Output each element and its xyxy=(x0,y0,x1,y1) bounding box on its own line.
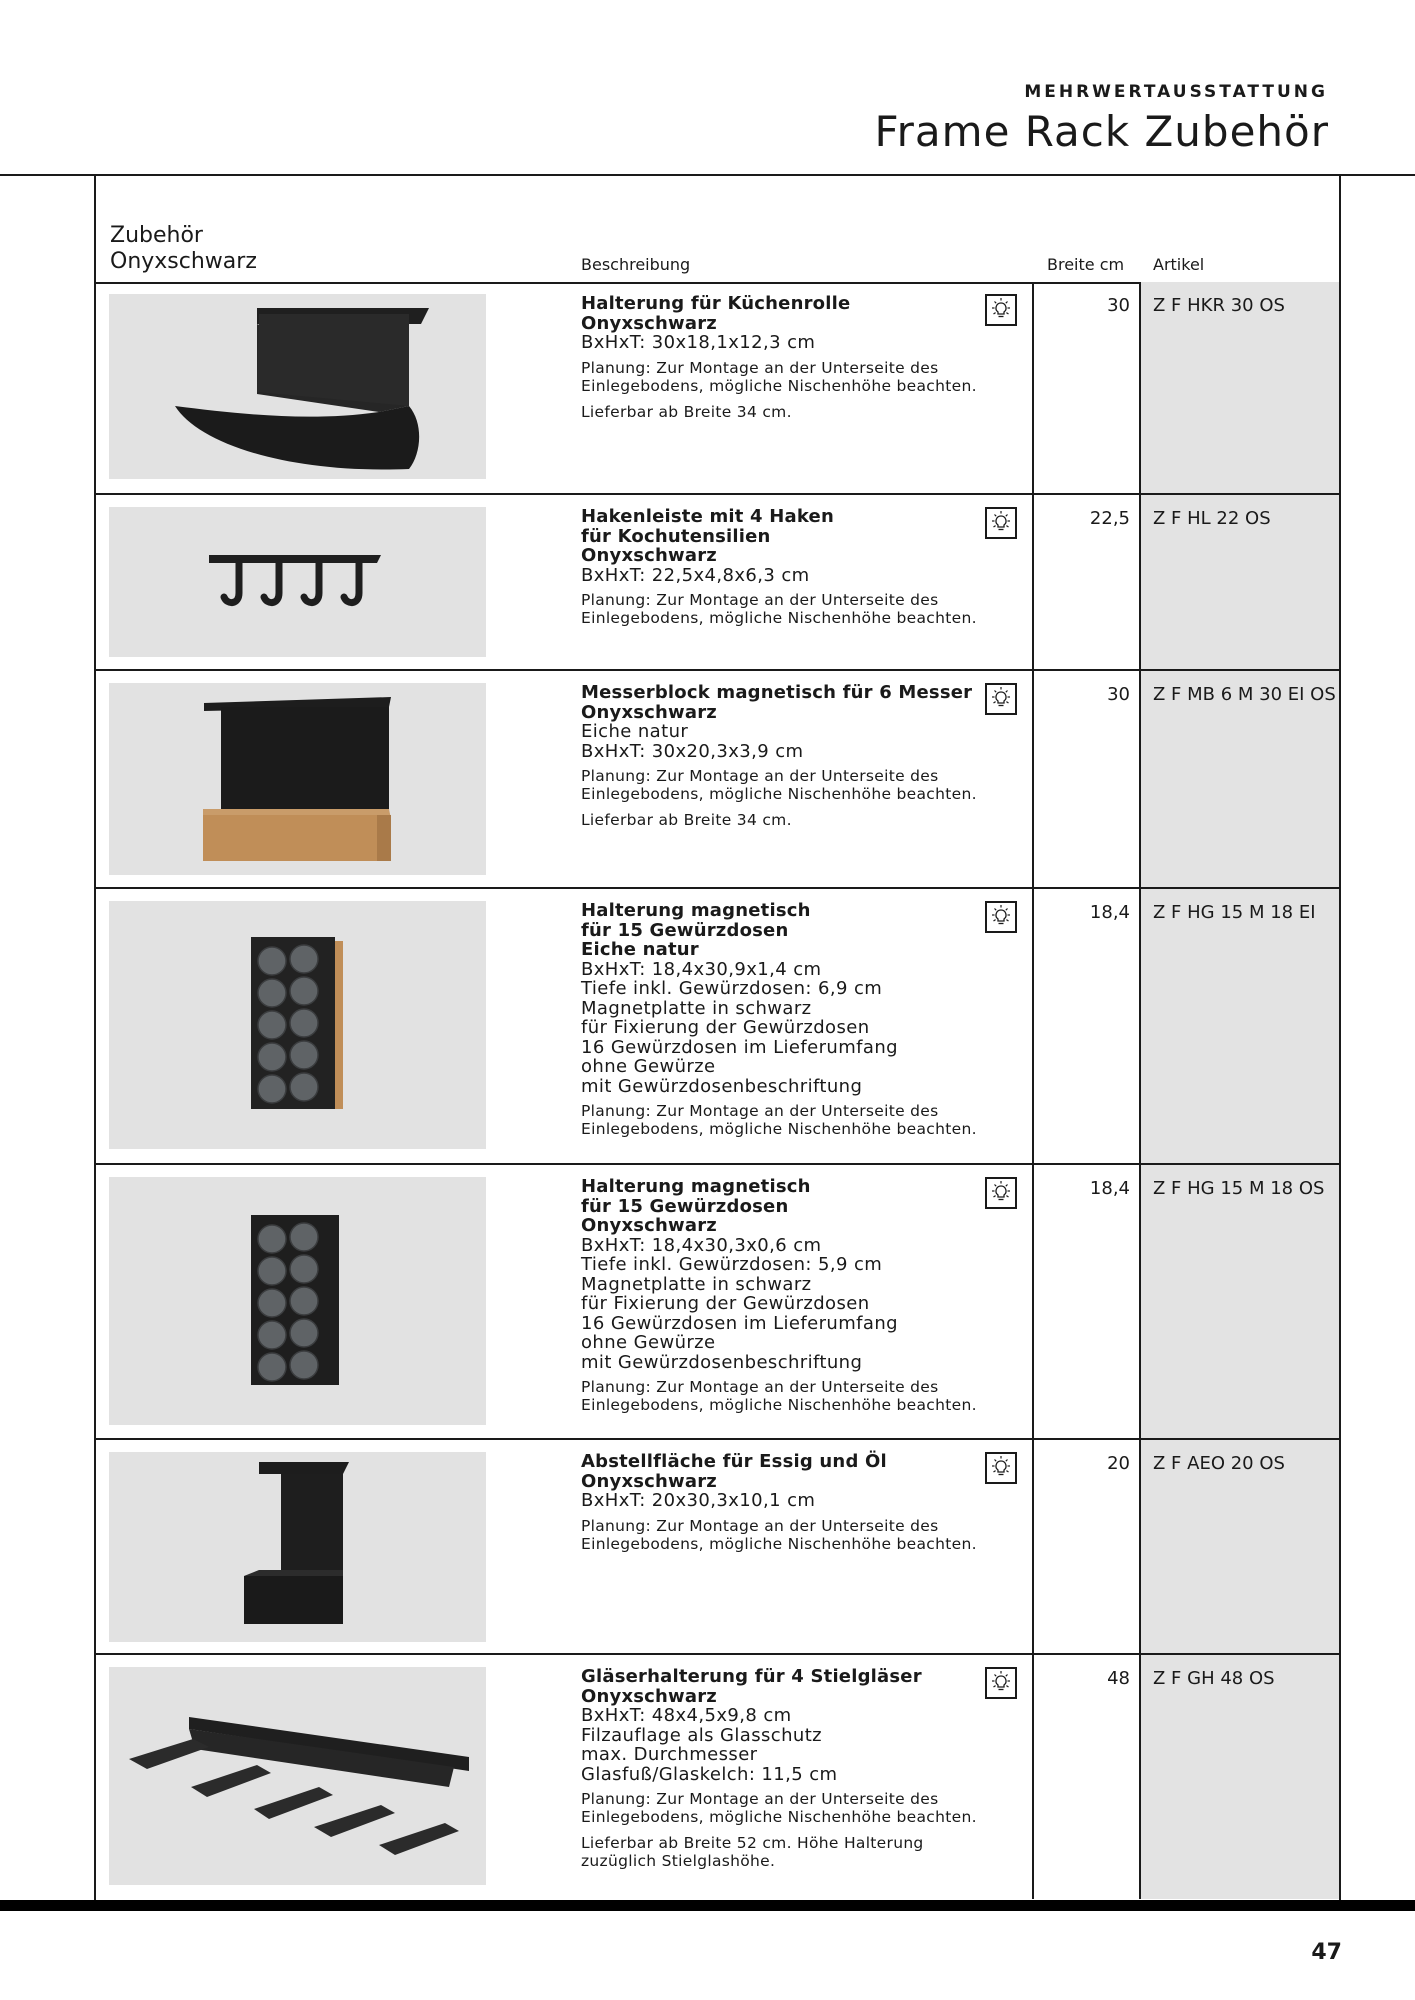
table-row xyxy=(96,889,1339,1165)
product-description: Gläserhalterung für 4 Stielgläser Onyxschwarz BxHxT: 48x4,5x9,8 cm Filzauflage als Glasschutz max. Durchmesser Glasfuß/Glaskelch: 11,5 cm Planung: Zur Montage an der Unterseite des Einlegebodens, mögliche Nischenhöhe beachten. Lieferbar ab Breite 52 cm. Höhe Halterung zuzüglich Stielglashöhe. xyxy=(581,1666,977,1870)
product-image-kitchen-roll-holder xyxy=(109,294,486,479)
lightbulb-icon xyxy=(985,683,1017,715)
column-header-article: Artikel xyxy=(1153,255,1205,274)
width-cell: 18,4 xyxy=(1032,889,1137,1163)
width-cell: 22,5 xyxy=(1032,495,1137,669)
table-row xyxy=(96,1440,1339,1655)
category-label: Zubehör xyxy=(110,223,203,248)
width-cell: 20 xyxy=(1032,1440,1137,1653)
lightbulb-icon xyxy=(985,294,1017,326)
footer-bar xyxy=(0,1900,1415,1911)
table-row xyxy=(96,1655,1339,1899)
table-row xyxy=(96,1165,1339,1440)
article-cell: Z F HKR 30 OS xyxy=(1139,282,1339,493)
article-cell: Z F HG 15 M 18 OS xyxy=(1139,1165,1339,1438)
category-color: Onyxschwarz xyxy=(110,249,257,274)
article-cell: Z F HG 15 M 18 EI xyxy=(1139,889,1339,1163)
product-image-hook-rail xyxy=(109,507,486,657)
product-description: Halterung magnetisch für 15 Gewürzdosen Onyxschwarz BxHxT: 18,4x30,3x0,6 cm Tiefe inkl. Gewürzdosen: 5,9 cm Magnetplatte in schwarz für Fixierung der Gewürzdosen 16 Gewürzdosen im Lieferumfang ohne Gewürze mit Gewürzdosenbeschriftung Planung: Zur Montage an der Unterseite des Einlegebodens, mögliche Nischenhöhe beachten. xyxy=(581,1176,977,1414)
product-description: Halterung magnetisch für 15 Gewürzdosen Eiche natur BxHxT: 18,4x30,9x1,4 cm Tiefe inkl. Gewürzdosen: 6,9 cm Magnetplatte in schwarz für Fixierung der Gewürzdosen 16 Gewürzdosen im Lieferumfang ohne Gewürze mit Gewürzdosenbeschriftung Planung: Zur Montage an der Unterseite des Einlegebodens, mögliche Nischenhöhe beachten. xyxy=(581,900,977,1138)
width-cell: 30 xyxy=(1032,282,1137,493)
lightbulb-icon xyxy=(985,1177,1017,1209)
product-image-knife-block xyxy=(109,683,486,875)
table-header xyxy=(96,175,1339,284)
page-number: 47 xyxy=(1311,1940,1342,1965)
product-description: Halterung für Küchenrolle Onyxschwarz BxHxT: 30x18,1x12,3 cm Planung: Zur Montage an der Unterseite des Einlegebodens, mögliche Nischenhöhe beachten. Lieferbar ab Breite 34 cm. xyxy=(581,293,977,421)
lightbulb-icon xyxy=(985,507,1017,539)
column-header-width: Breite cm xyxy=(1047,255,1125,274)
width-cell: 48 xyxy=(1032,1655,1137,1899)
section-kicker: MEHRWERTAUSSTATTUNG xyxy=(1024,82,1328,102)
lightbulb-icon xyxy=(985,1452,1017,1484)
column-header-description: Beschreibung xyxy=(581,255,691,274)
width-cell: 18,4 xyxy=(1032,1165,1137,1438)
product-image-spice-rack-oak xyxy=(109,901,486,1149)
lightbulb-icon xyxy=(985,901,1017,933)
product-description: Hakenleiste mit 4 Haken für Kochutensilien Onyxschwarz BxHxT: 22,5x4,8x6,3 cm Planung: Zur Montage an der Unterseite des Einlegebodens, mögliche Nischenhöhe beachten. xyxy=(581,506,977,627)
accessory-table xyxy=(94,175,1341,1901)
article-cell: Z F GH 48 OS xyxy=(1139,1655,1339,1899)
width-cell: 30 xyxy=(1032,671,1137,887)
product-description: Messerblock magnetisch für 6 Messer Onyxschwarz Eiche natur BxHxT: 30x20,3x3,9 cm Planung: Zur Montage an der Unterseite des Einlegebodens, mögliche Nischenhöhe beachten. Lieferbar ab Breite 34 cm. xyxy=(581,682,977,829)
article-cell: Z F MB 6 M 30 EI OS xyxy=(1139,671,1339,887)
article-cell: Z F HL 22 OS xyxy=(1139,495,1339,669)
lightbulb-icon xyxy=(985,1667,1017,1699)
table-row xyxy=(96,495,1339,671)
table-row xyxy=(96,671,1339,889)
page-title: Frame Rack Zubehör xyxy=(874,107,1329,156)
article-cell: Z F AEO 20 OS xyxy=(1139,1440,1339,1653)
product-image-spice-rack-black xyxy=(109,1177,486,1425)
product-image-oil-vinegar-shelf xyxy=(109,1452,486,1642)
product-image-glass-holder xyxy=(109,1667,486,1885)
table-row xyxy=(96,282,1339,495)
product-description: Abstellfläche für Essig und Öl Onyxschwarz BxHxT: 20x30,3x10,1 cm Planung: Zur Montage an der Unterseite des Einlegebodens, mögliche Nischenhöhe beachten. xyxy=(581,1451,977,1553)
